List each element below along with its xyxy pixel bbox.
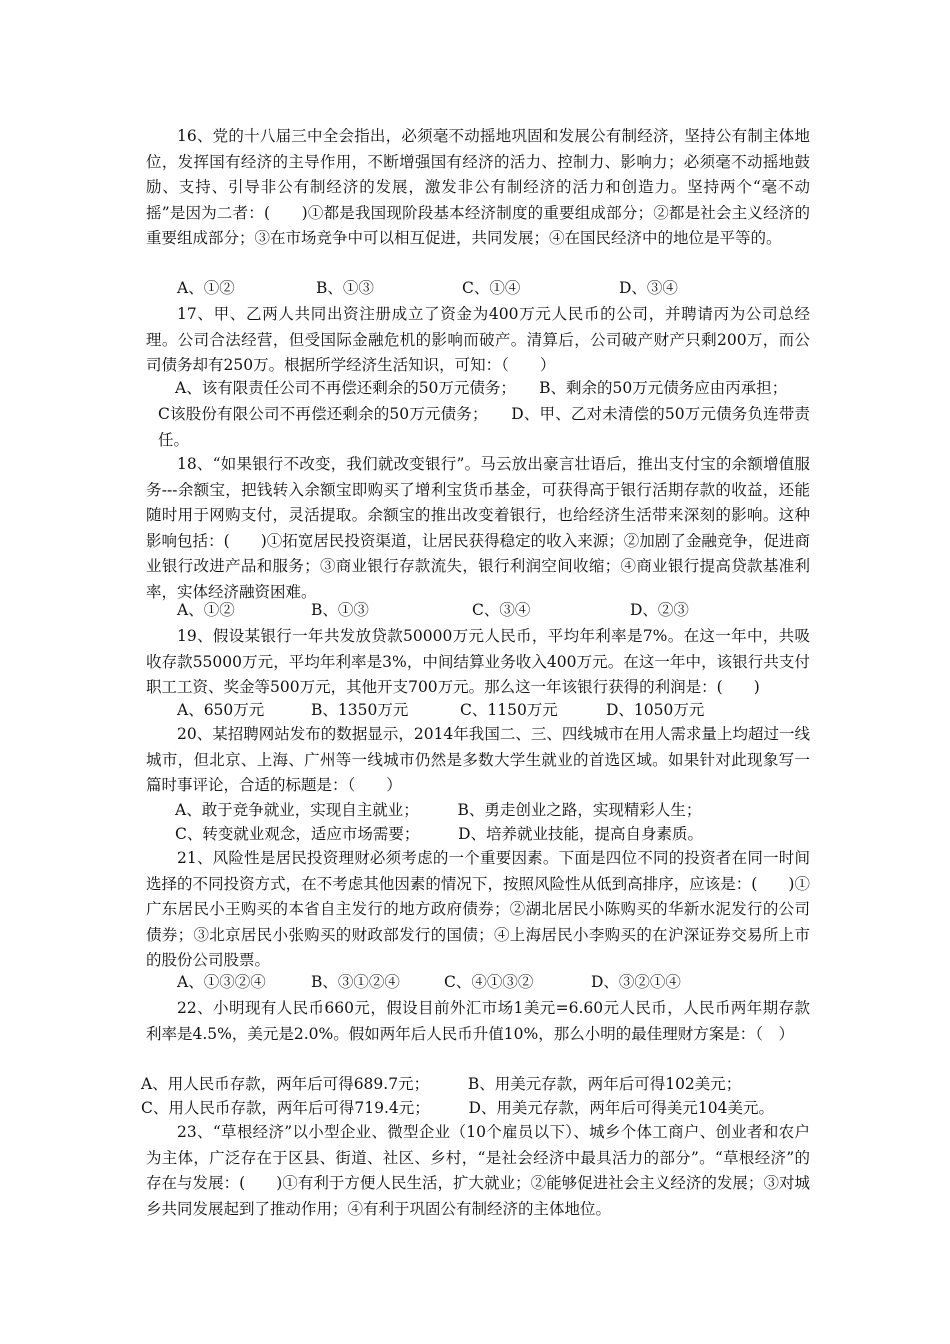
q19-option-c: C、1150万元 <box>460 701 558 719</box>
question-21-stem: 21、风险性是居民投资理财必须考虑的一个重要因素。下面是四位不同的投资者在同一时间选择的不同投资方式，在不考虑其他因素的情况下，按照风险性从低到高排序，应该是：( )①广东居民小王购买的本省自主发行的地方政府债券；②湖北居民小陈购买的华新水泥发行的公司债券；③北京居民小张购买的财政部发行的国债；④上海居民小李购买的在沪深证券交易所上市的股份公司股票。 <box>146 849 810 970</box>
question-17-stem: 17、甲、乙两人共同出资注册成立了资金为400万元人民币的公司，并聘请丙为公司总经理。公司合法经营，但受国际金融危机的影响而破产。清算后，公司破产财产只剩200万，而公司债务却有250万。根据所学经济生活知识，可知：（ ） <box>146 305 810 375</box>
q17-options-line-2: C该股份有限公司不再偿还剩余的50万元债务； D、甲、乙对未清偿的50万元债务负连带责任。 <box>158 405 810 449</box>
question-18-options <box>146 598 810 624</box>
question-22-stem: 22、小明现有人民币660元，假设目前外汇市场1美元=6.60元人民币，人民币两年期存款利率是4.5%，美元是2.0%。假如两年后人民币升值10%，那么小明的最佳理财方案是：（ ） <box>146 999 810 1043</box>
question-16-stem: 16、党的十八届三中全会指出，必须毫不动摇地巩固和发展公有制经济，坚持公有制主体地位，发挥国有经济的主导作用，不断增强国有经济的活力、控制力、影响力；必须毫不动摇地鼓励、支持、引导非公有制经济的发展，激发非公有制经济的活力和创造力。坚持两个“毫不动摇”是因为二者：( )①都是我国现阶段基本经济制度的重要组成部分；②都是社会主义经济的重要组成部分；③在市场竞争中可以相互促进，共同发展；④在国民经济中的地位是平等的。 <box>146 127 810 248</box>
q21-option-d: D、③②①④ <box>591 973 681 991</box>
question-20-stem: 20、某招聘网站发布的数据显示，2014年我国二、三、四线城市在用人需求量上均超过一线城市，但北京、上海、广州等一线城市仍然是多数大学生就业的首选区域。如果针对此现象写一篇时事评论，合适的标题是：（ ） <box>146 725 810 795</box>
question-18-stem: 18、“如果银行不改变，我们就改变银行”。马云放出豪言壮语后，推出支付宝的余额增值服务---余额宝，把钱转入余额宝即购买了增利宝货币基金，可获得高于银行活期存款的收益，还能随时用于网购支付，灵活提取。余额宝的推出改变着银行，也给经济生活带来深刻的影响。这种影响包括：( )①拓宽居民投资渠道，让居民获得稳定的收入来源；②加剧了金融竞争，促进商业银行改进产品和服务；③商业银行存款流失，银行利润空间收缩；④商业银行提高贷款基准利率，实体经济融资困难。 <box>146 455 810 601</box>
question-19-stem: 19、假设某银行一年共发放贷款50000万元人民币，平均年利率是7%。在这一年中，共吸收存款55000万元，平均年利率是3%，中间结算业务收入400万元。在这一年中，该银行共支付职工工资、奖金等500万元，其他开支700万元。那么这一年该银行获得的利润是：( ) <box>146 627 810 697</box>
q19-option-a: A、650万元 <box>177 701 265 719</box>
q16-option-a: A、①② <box>177 279 235 297</box>
q21-option-a: A、①③②④ <box>177 973 266 991</box>
q17-options-line-1: A、该有限责任公司不再偿还剩余的50万元债务； B、剩余的50万元债务应由丙承担； <box>175 379 788 397</box>
q19-option-d: D、1050万元 <box>606 701 705 719</box>
question-19-options <box>146 698 810 724</box>
q16-option-b: B、①③ <box>316 279 374 297</box>
q18-option-b: B、①③ <box>311 601 369 619</box>
q18-option-c: C、③④ <box>472 601 531 619</box>
q22-options-line-2: C、用人民币存款，两年后可得719.4元； D、用美元存款，两年后可得美元104美元。 <box>141 1099 774 1117</box>
q20-options-line-1: A、敢于竞争就业，实现自主就业； B、勇走创业之路，实现精彩人生； <box>175 801 702 819</box>
question-21-options <box>146 970 810 996</box>
q16-option-c: C、①④ <box>462 279 521 297</box>
q18-option-a: A、①② <box>177 601 235 619</box>
q20-options-line-2: C、转变就业观念，适应市场需要； D、培养就业技能，提高自身素质。 <box>175 825 704 843</box>
q16-option-d: D、③④ <box>619 279 678 297</box>
q21-option-b: B、③①②④ <box>311 973 400 991</box>
q22-options-line-1: A、用人民币存款，两年后可得689.7元； B、用美元存款，两年后可得102美元； <box>141 1075 742 1093</box>
question-16-options <box>146 276 810 302</box>
question-23-stem: 23、“草根经济”以小型企业、微型企业（10个雇员以下）、城乡个体工商户、创业者和农户为主体，广泛存在于区县、街道、社区、乡村，“是社会经济中最具活力的部分”。“草根经济”的存在与发展：( )①有利于方便人民生活，扩大就业；②能够促进社会主义经济的发展；③对城乡共同发展起到了推动作用；④有利于巩固公有制经济的主体地位。 <box>146 1123 810 1218</box>
q21-option-c: C、④①③② <box>444 973 534 991</box>
q19-option-b: B、1350万元 <box>311 701 409 719</box>
q18-option-d: D、②③ <box>630 601 689 619</box>
